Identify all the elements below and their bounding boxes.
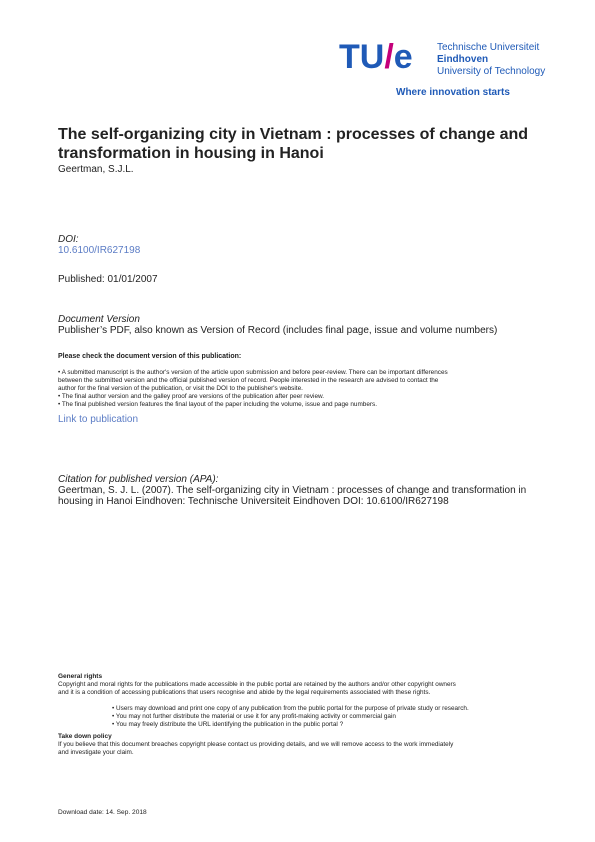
citation-line: housing in Hanoi Eindhoven: Technische Universiteit Eindhoven DOI: 10.6100/IR627198 (58, 496, 449, 507)
tue-logo (339, 40, 559, 102)
document-version-label: Document Version (58, 314, 140, 325)
doi-link[interactable]: 10.6100/IR627198 (58, 245, 141, 256)
general-rights-text (58, 681, 558, 697)
logo-mark (339, 40, 413, 74)
version-note-line: • The final author version and the galley proof are versions of the publication after peer review. (58, 393, 325, 400)
general-rights-heading: General rights (58, 673, 103, 680)
published-date: Published: 01/01/2007 (58, 274, 158, 285)
takedown-heading: Take down policy (58, 733, 112, 740)
rights-list (112, 705, 552, 729)
doi-label: DOI: (58, 234, 79, 245)
link-to-publication[interactable]: Link to publication (58, 414, 139, 425)
logo-slash: / (384, 38, 394, 76)
takedown-line: and investigate your claim. (58, 749, 134, 756)
check-version-heading: Please check the document version of this publication: (58, 353, 242, 360)
logo-tu: TU (339, 38, 385, 76)
logo-tagline: Where innovation starts (396, 87, 510, 98)
version-notes (58, 369, 548, 409)
rights-line: Copyright and moral rights for the publications made accessible in the public portal are retained by the authors and/or other copyright owners (58, 681, 456, 688)
takedown-line: If you believe that this document breaches copyright please contact us providing details, and we will remove access to the work immediately (58, 741, 454, 748)
logo-e: e (393, 38, 413, 76)
document-title: The self-organizing city in Vietnam : processes of change and transformation in housing in Hanoi (58, 126, 529, 162)
version-note-line: between the submitted version and the official published version of record. People interested in the research are advised to contact the (58, 377, 439, 384)
logo-line3: University of Technology (437, 66, 546, 77)
version-note-line: • The final published version features the final layout of the paper including the volume, issue and page numbers. (58, 401, 378, 408)
download-date: Download date: 14. Sep. 2018 (58, 809, 147, 816)
rights-line: and it is a condition of accessing publications that users recognise and abide by the legal requirements associated with these rights. (58, 689, 431, 696)
document-author: Geertman, S.J.L. (58, 164, 134, 175)
logo-line1: Technische Universiteit (437, 42, 540, 53)
citation-text (58, 485, 538, 507)
logo-line2: Eindhoven (437, 54, 489, 65)
takedown-text (58, 741, 558, 757)
rights-list-item: • Users may download and print one copy of any publication from the public portal for the purpose of private study or research. (112, 705, 469, 712)
logo-institution-name (437, 42, 545, 78)
citation-label: Citation for published version (APA): (58, 474, 219, 485)
version-note-line: • A submitted manuscript is the author's version of the article upon submission and before peer-review. There can be important differences (58, 369, 448, 376)
version-note-line: author for the final version of the publication, or visit the DOI to the publisher's website. (58, 385, 303, 392)
rights-list-item: • You may not further distribute the material or use it for any profit-making activity or commercial gain (112, 713, 396, 720)
document-version-value: Publisher’s PDF, also known as Version of Record (includes final page, issue and volume numbers) (58, 325, 498, 336)
citation-line: Geertman, S. J. L. (2007). The self-organizing city in Vietnam : processes of change and transformation in (58, 485, 527, 496)
rights-list-item: • You may freely distribute the URL identifying the publication in the public portal ? (112, 721, 344, 728)
